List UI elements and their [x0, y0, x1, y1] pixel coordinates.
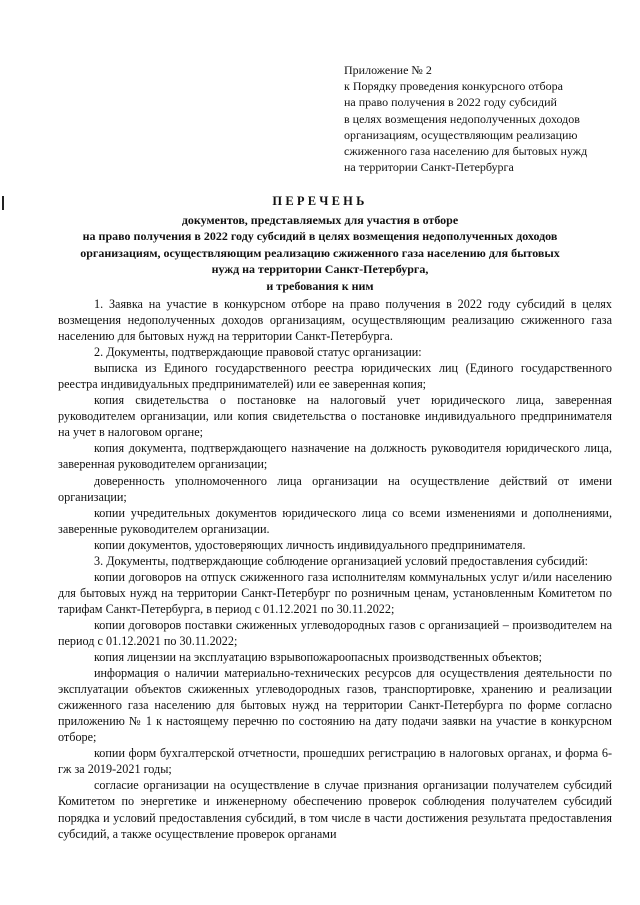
- paragraph: копии учредительных документов юридического лица со всеми изменениями и дополнениями, заверенные руководителем организации.: [58, 505, 612, 536]
- paragraph-item-3: 3. Документы, подтверждающие соблюдение организацией условий предоставления субсидий:: [94, 553, 588, 568]
- subtitle-line: на право получения в 2022 году субсидий в целях возмещения недополученных доходов: [82, 229, 558, 244]
- appendix-line: к Порядку проведения конкурсного отбора: [344, 79, 563, 94]
- paragraph: согласие организации на осуществление в случае признания организации получателем субсидий Комитетом по энергетике и инженерному обеспечению проверок соблюдения получателем субсидий порядка и условий предоставления субсидий, в том числе в части достижения результата предоставления субсидий, а также осуществление проверок органами: [58, 778, 612, 841]
- appendix-line: на территории Санкт-Петербурга: [344, 160, 514, 175]
- document-subtitle: [40, 212, 600, 294]
- appendix-line: организациям, осуществляющим реализацию: [344, 127, 578, 142]
- paragraph: копии документов, удостоверяющих личность индивидуального предпринимателя.: [94, 537, 526, 552]
- document-title: ПЕРЕЧЕНЬ: [272, 194, 368, 208]
- subtitle-line: нужд на территории Санкт-Петербурга,: [211, 262, 429, 277]
- paragraph: копия лицензии на эксплуатацию взрывопожароопасных производственных объектов;: [94, 650, 542, 665]
- appendix-line: Приложение № 2: [344, 63, 432, 77]
- appendix-header: [344, 62, 624, 175]
- paragraph: копии договоров на отпуск сжиженного газа исполнителям коммунальных услуг и/или населению для бытовых нужд на территории Санкт-Петербург по розничным ценам, установленным Комитетом по тарифам Санкт-Петербурга, в период с 01.12.2021 по 30.11.2022;: [58, 569, 612, 616]
- document-body: [58, 296, 612, 842]
- paragraph: копия свидетельства о постановке на налоговый учет юридического лица, заверенная руководителем организации, или копия свидетельства о постановке индивидуального предпринимателя на учет в налоговом органе;: [58, 393, 612, 440]
- paragraph: выписка из Единого государственного реестра юридических лиц (Единого государственного реестра индивидуальных предпринимателей) или ее заверенная копия;: [58, 361, 612, 392]
- appendix-line: на право получения в 2022 году субсидий: [344, 95, 557, 110]
- paragraph: доверенность уполномоченного лица организации на осуществление действий от имени организации;: [58, 473, 612, 504]
- paragraph-item-2: 2. Документы, подтверждающие правовой статус организации:: [94, 345, 422, 360]
- paragraph: копия документа, подтверждающего назначение на должность руководителя юридического лица, заверенная руководителем организации;: [58, 441, 612, 472]
- paragraph: копии форм бухгалтерской отчетности, прошедших регистрацию в налоговых органах, и форма 6-гж за 2019-2021 годы;: [58, 746, 612, 777]
- appendix-line: в целях возмещения недополученных доходов: [344, 111, 580, 126]
- paragraph-item-1: 1. Заявка на участие в конкурсном отборе на право получения в 2022 году субсидий в целях возмещения недополученных доходов организациям, осуществляющим реализацию сжиженного газа населению для бытовых нужд на территории Санкт-Петербурга.: [58, 297, 612, 344]
- subtitle-line: и требования к ним: [266, 278, 374, 293]
- subtitle-line: организациям, осуществляющим реализацию сжиженного газа населению для бытовых: [80, 245, 560, 260]
- paragraph: информация о наличии материально-технических ресурсов для осуществления деятельности по эксплуатации объектов сжиженных углеводородных газов, транспортировке, хранению и реализации сжиженного газа населению для бытовых нужд на территории Санкт-Петербурга по форме согласно приложению № 1 к настоящему перечню по состоянию на дату подачи заявки на участие в конкурсном отборе;: [58, 666, 612, 745]
- appendix-line: сжиженного газа населению для бытовых нужд: [344, 144, 588, 159]
- subtitle-line: документов, представляемых для участия в отборе: [181, 213, 459, 227]
- paragraph: копии договоров поставки сжиженных углеводородных газов с организацией – производителем на период с 01.12.2021 по 30.11.2022;: [58, 617, 612, 648]
